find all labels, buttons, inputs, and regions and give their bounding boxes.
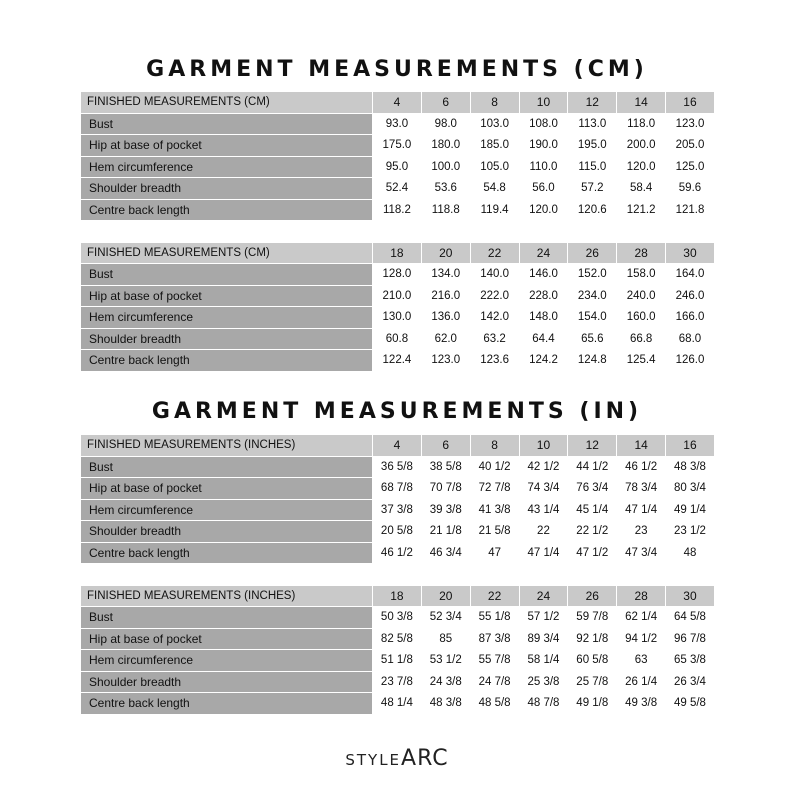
measurement-value: 118.0 [617, 113, 666, 135]
size-header: 22 [470, 585, 519, 607]
measurement-value: 118.2 [373, 199, 422, 221]
measurement-value: 180.0 [421, 135, 470, 157]
measurement-value: 68 7/8 [373, 478, 422, 500]
measurement-value: 115.0 [568, 156, 617, 178]
size-header: 10 [519, 435, 568, 457]
table-row [81, 499, 715, 521]
measurement-value: 52.4 [373, 178, 422, 200]
measurement-value: 158.0 [617, 264, 666, 286]
page-title-inches: GARMENT MEASUREMENTS (IN) [151, 399, 643, 424]
measurement-value: 48 5/8 [470, 693, 519, 715]
measurement-value: 46 3/4 [421, 542, 470, 564]
measurement-value: 66.8 [617, 328, 666, 350]
measurement-value: 120.6 [568, 199, 617, 221]
measurement-value: 39 3/8 [421, 499, 470, 521]
header-label: FINISHED MEASUREMENTS (INCHES) [81, 585, 373, 607]
size-header: 6 [421, 435, 470, 457]
size-header: 18 [373, 585, 422, 607]
measurement-value: 53.6 [421, 178, 470, 200]
measurement-value: 52 3/4 [421, 607, 470, 629]
size-header: 30 [666, 585, 715, 607]
measurement-value: 82 5/8 [373, 628, 422, 650]
measurement-value: 94 1/2 [617, 628, 666, 650]
size-header: 28 [617, 242, 666, 264]
table-row [81, 650, 715, 672]
measurement-label: Bust [81, 264, 373, 286]
measurement-value: 65 3/8 [666, 650, 715, 672]
measurement-value: 216.0 [421, 285, 470, 307]
table-row [81, 156, 715, 178]
measurement-value: 74 3/4 [519, 478, 568, 500]
measurement-value: 68.0 [666, 328, 715, 350]
measurement-value: 205.0 [666, 135, 715, 157]
measurement-value: 113.0 [568, 113, 617, 135]
measurement-value: 62 1/4 [617, 607, 666, 629]
table-row [81, 350, 715, 372]
table-row [81, 607, 715, 629]
measurement-value: 222.0 [470, 285, 519, 307]
measurement-value: 124.2 [519, 350, 568, 372]
measurement-value: 228.0 [519, 285, 568, 307]
measurement-value: 48 3/8 [666, 456, 715, 478]
measurement-value: 72 7/8 [470, 478, 519, 500]
measurement-value: 49 1/8 [568, 693, 617, 715]
measurement-label: Bust [81, 607, 373, 629]
measurement-value: 49 5/8 [666, 693, 715, 715]
measurement-value: 166.0 [666, 307, 715, 329]
measurement-value: 53 1/2 [421, 650, 470, 672]
measurement-label: Hip at base of pocket [81, 478, 373, 500]
measurement-value: 126.0 [666, 350, 715, 372]
measurement-value: 48 7/8 [519, 693, 568, 715]
measurement-value: 125.0 [666, 156, 715, 178]
measurement-value: 87 3/8 [470, 628, 519, 650]
measurement-value: 123.0 [421, 350, 470, 372]
measurement-value: 160.0 [617, 307, 666, 329]
measurement-label: Centre back length [81, 199, 373, 221]
measurement-label: Hem circumference [81, 156, 373, 178]
measurement-value: 50 3/8 [373, 607, 422, 629]
measurement-value: 56.0 [519, 178, 568, 200]
measurement-value: 70 7/8 [421, 478, 470, 500]
brand-logo [0, 746, 794, 771]
measurement-value: 63 [617, 650, 666, 672]
measurement-label: Shoulder breadth [81, 671, 373, 693]
size-header: 18 [373, 242, 422, 264]
measurement-value: 20 5/8 [373, 521, 422, 543]
measurement-value: 48 [666, 542, 715, 564]
measurement-label: Hip at base of pocket [81, 135, 373, 157]
measurement-value: 146.0 [519, 264, 568, 286]
measurement-value: 23 [617, 521, 666, 543]
measurement-value: 40 1/2 [470, 456, 519, 478]
measurement-value: 120.0 [617, 156, 666, 178]
table-row [81, 264, 715, 286]
measurement-value: 58.4 [617, 178, 666, 200]
measurement-value: 140.0 [470, 264, 519, 286]
measurement-value: 43 1/4 [519, 499, 568, 521]
measurement-value: 63.2 [470, 328, 519, 350]
measurement-value: 122.4 [373, 350, 422, 372]
measurement-value: 185.0 [470, 135, 519, 157]
measurement-value: 120.0 [519, 199, 568, 221]
measurement-value: 24 3/8 [421, 671, 470, 693]
table-row [81, 135, 715, 157]
measurement-value: 42 1/2 [519, 456, 568, 478]
measurement-value: 41 3/8 [470, 499, 519, 521]
header-label: FINISHED MEASUREMENTS (INCHES) [81, 435, 373, 457]
measurement-value: 118.8 [421, 199, 470, 221]
measurement-value: 136.0 [421, 307, 470, 329]
measurement-value: 142.0 [470, 307, 519, 329]
measurement-value: 175.0 [373, 135, 422, 157]
table-header-row [81, 435, 715, 457]
measurement-value: 24 7/8 [470, 671, 519, 693]
table-row [81, 478, 715, 500]
brand-logo-style: STYLE [345, 751, 402, 769]
measurement-value: 85 [421, 628, 470, 650]
page-title-cm: GARMENT MEASUREMENTS (CM) [146, 57, 648, 82]
table-row [81, 542, 715, 564]
measurement-value: 21 5/8 [470, 521, 519, 543]
measurement-value: 47 [470, 542, 519, 564]
table-row [81, 113, 715, 135]
size-header: 4 [373, 92, 422, 114]
measurement-value: 96 7/8 [666, 628, 715, 650]
measurement-value: 210.0 [373, 285, 422, 307]
measurement-value: 47 1/2 [568, 542, 617, 564]
measurement-value: 64 5/8 [666, 607, 715, 629]
measurement-label: Hem circumference [81, 650, 373, 672]
measurement-value: 55 7/8 [470, 650, 519, 672]
table-row [81, 328, 715, 350]
block-spacer-cell [81, 564, 715, 586]
size-header: 24 [519, 242, 568, 264]
block-spacer-cell [81, 221, 715, 243]
table-header-row [81, 585, 715, 607]
size-header: 16 [666, 435, 715, 457]
measurement-value: 54.8 [470, 178, 519, 200]
measurement-value: 36 5/8 [373, 456, 422, 478]
measurement-value: 45 1/4 [568, 499, 617, 521]
size-header: 14 [617, 435, 666, 457]
measurement-value: 59 7/8 [568, 607, 617, 629]
measurement-value: 22 [519, 521, 568, 543]
measurement-value: 48 1/4 [373, 693, 422, 715]
size-header: 12 [568, 435, 617, 457]
measurement-value: 37 3/8 [373, 499, 422, 521]
measurement-value: 47 3/4 [617, 542, 666, 564]
table-row [81, 671, 715, 693]
measurement-value: 92 1/8 [568, 628, 617, 650]
measurement-label: Shoulder breadth [81, 178, 373, 200]
measurement-value: 23 7/8 [373, 671, 422, 693]
size-header: 26 [568, 242, 617, 264]
measurement-label: Shoulder breadth [81, 328, 373, 350]
measurement-value: 121.8 [666, 199, 715, 221]
size-header: 22 [470, 242, 519, 264]
size-header: 8 [470, 92, 519, 114]
measurement-label: Shoulder breadth [81, 521, 373, 543]
measurement-value: 200.0 [617, 135, 666, 157]
measurement-value: 95.0 [373, 156, 422, 178]
size-header: 26 [568, 585, 617, 607]
table-row [81, 521, 715, 543]
table-row [81, 456, 715, 478]
table-row [81, 199, 715, 221]
measurement-value: 60.8 [373, 328, 422, 350]
block-spacer [81, 221, 715, 243]
measurement-value: 164.0 [666, 264, 715, 286]
measurement-label: Hip at base of pocket [81, 628, 373, 650]
measurement-value: 25 3/8 [519, 671, 568, 693]
measurement-value: 80 3/4 [666, 478, 715, 500]
size-header: 20 [421, 585, 470, 607]
measurement-value: 130.0 [373, 307, 422, 329]
measurement-value: 49 1/4 [666, 499, 715, 521]
measurement-label: Hem circumference [81, 499, 373, 521]
size-header: 6 [421, 92, 470, 114]
measurement-value: 195.0 [568, 135, 617, 157]
measurement-value: 57 1/2 [519, 607, 568, 629]
measurement-value: 93.0 [373, 113, 422, 135]
measurement-value: 38 5/8 [421, 456, 470, 478]
measurement-value: 76 3/4 [568, 478, 617, 500]
measurement-value: 119.4 [470, 199, 519, 221]
measurement-label: Bust [81, 456, 373, 478]
measurement-value: 44 1/2 [568, 456, 617, 478]
measurement-value: 46 1/2 [617, 456, 666, 478]
measurement-value: 110.0 [519, 156, 568, 178]
table-row [81, 693, 715, 715]
measurement-label: Centre back length [81, 542, 373, 564]
measurement-value: 22 1/2 [568, 521, 617, 543]
measurement-label: Centre back length [81, 693, 373, 715]
table-row [81, 178, 715, 200]
table-row [81, 307, 715, 329]
measurement-value: 105.0 [470, 156, 519, 178]
measurement-value: 26 3/4 [666, 671, 715, 693]
measurement-value: 21 1/8 [421, 521, 470, 543]
table-row [81, 285, 715, 307]
measurement-value: 152.0 [568, 264, 617, 286]
header-label: FINISHED MEASUREMENTS (CM) [81, 92, 373, 114]
measurement-value: 190.0 [519, 135, 568, 157]
measurement-value: 108.0 [519, 113, 568, 135]
measurement-value: 58 1/4 [519, 650, 568, 672]
measurement-value: 46 1/2 [373, 542, 422, 564]
table-header-row [81, 92, 715, 114]
size-header: 10 [519, 92, 568, 114]
measurement-value: 103.0 [470, 113, 519, 135]
size-header: 14 [617, 92, 666, 114]
measurement-value: 49 3/8 [617, 693, 666, 715]
size-header: 20 [421, 242, 470, 264]
measurement-value: 89 3/4 [519, 628, 568, 650]
measurement-value: 25 7/8 [568, 671, 617, 693]
size-header: 4 [373, 435, 422, 457]
measurement-value: 154.0 [568, 307, 617, 329]
measurements-table-cm [80, 91, 715, 372]
table-row [81, 628, 715, 650]
size-header: 12 [568, 92, 617, 114]
measurements-table-inches [80, 434, 715, 715]
measurement-value: 234.0 [568, 285, 617, 307]
measurement-value: 51 1/8 [373, 650, 422, 672]
size-header: 8 [470, 435, 519, 457]
measurement-label: Centre back length [81, 350, 373, 372]
size-header: 30 [666, 242, 715, 264]
measurement-value: 78 3/4 [617, 478, 666, 500]
measurement-value: 47 1/4 [519, 542, 568, 564]
measurement-value: 65.6 [568, 328, 617, 350]
measurement-value: 148.0 [519, 307, 568, 329]
header-label: FINISHED MEASUREMENTS (CM) [81, 242, 373, 264]
measurement-value: 57.2 [568, 178, 617, 200]
measurement-value: 128.0 [373, 264, 422, 286]
measurement-value: 121.2 [617, 199, 666, 221]
measurement-value: 64.4 [519, 328, 568, 350]
measurement-value: 123.0 [666, 113, 715, 135]
measurement-value: 62.0 [421, 328, 470, 350]
brand-logo-arc: ARC [401, 746, 449, 771]
measurement-value: 246.0 [666, 285, 715, 307]
size-header: 16 [666, 92, 715, 114]
measurement-value: 98.0 [421, 113, 470, 135]
measurement-value: 124.8 [568, 350, 617, 372]
measurement-value: 47 1/4 [617, 499, 666, 521]
size-header: 28 [617, 585, 666, 607]
measurement-value: 48 3/8 [421, 693, 470, 715]
measurement-value: 55 1/8 [470, 607, 519, 629]
block-spacer [81, 564, 715, 586]
measurement-value: 100.0 [421, 156, 470, 178]
measurement-value: 23 1/2 [666, 521, 715, 543]
measurement-value: 125.4 [617, 350, 666, 372]
measurement-label: Hem circumference [81, 307, 373, 329]
table-header-row [81, 242, 715, 264]
size-header: 24 [519, 585, 568, 607]
measurement-label: Bust [81, 113, 373, 135]
measurement-label: Hip at base of pocket [81, 285, 373, 307]
measurement-value: 134.0 [421, 264, 470, 286]
measurement-value: 59.6 [666, 178, 715, 200]
measurement-value: 240.0 [617, 285, 666, 307]
measurement-value: 123.6 [470, 350, 519, 372]
measurement-value: 26 1/4 [617, 671, 666, 693]
measurement-value: 60 5/8 [568, 650, 617, 672]
